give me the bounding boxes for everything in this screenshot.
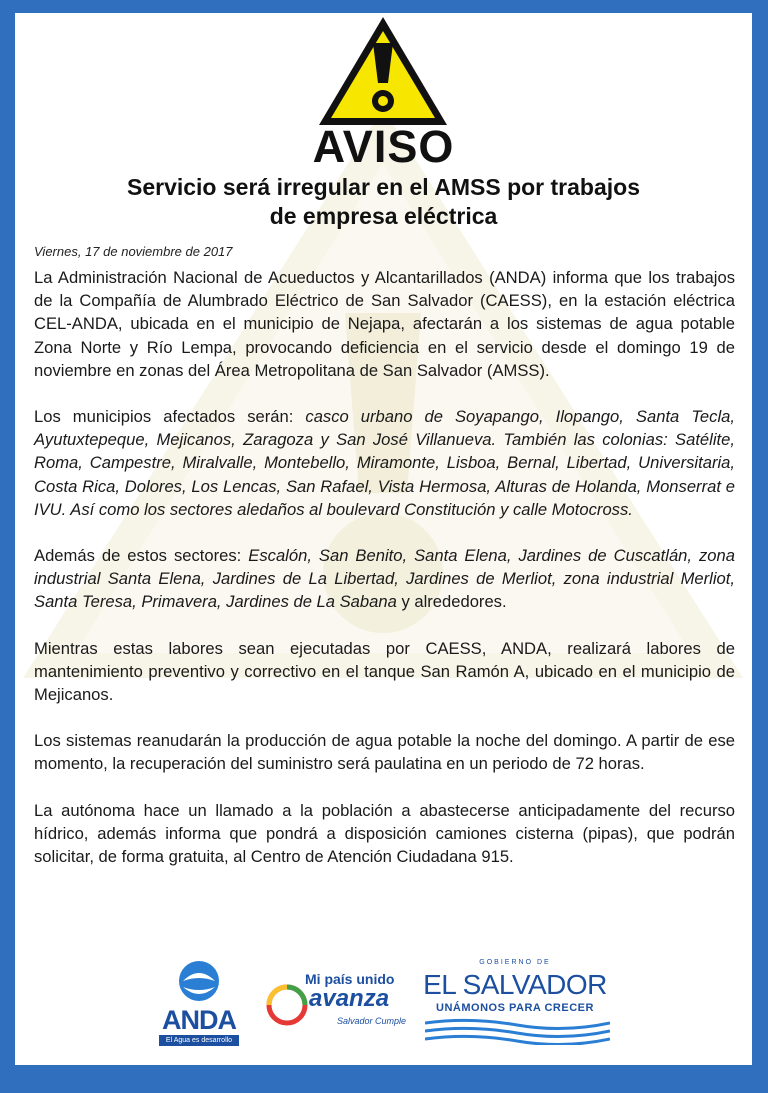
gob-line-3: UNÁMONOS PARA CRECER: [436, 1002, 594, 1014]
aviso-title: AVISO: [312, 121, 455, 172]
gob-line-2: EL SALVADOR: [423, 969, 607, 1000]
paragraph-6: La autónoma hace un llamado a la población a abastecerse anticipadamente del recurso hídrico, además informa que pondrá a disposición camiones cisterna (pipas), que podrán solicitar, de forma gratuita, al Centro de Atención Ciudadana 915.: [34, 800, 735, 867]
paragraph-3-list: Escalón, San Benito, Santa Elena, Jardines de Cuscatlán, zona industrial Santa Elena, Jardines de La Libertad, Jardines de Merliot, zona industrial Merliot, Santa Teresa, Primavera, Jardines de La Sabana: [34, 546, 735, 612]
pais-line-1: Mi país unido: [305, 971, 395, 987]
headline-line-2: de empresa eléctrica: [269, 203, 498, 229]
pais-unido-logo: [265, 971, 415, 1041]
paragraph-4: Mientras estas labores sean ejecutadas por CAESS, ANDA, realizará labores de mantenimiento preventivo y correctivo en el tanque San Ramón A, ubicado en el municipio de Mejicanos.: [34, 638, 735, 705]
anda-name: ANDA: [162, 1005, 236, 1035]
paragraph-2: [34, 405, 735, 521]
paragraph-3: [34, 544, 735, 614]
paragraph-1: La Administración Nacional de Acueductos y Alcantarillados (ANDA) informa que los trabajos de la Compañía de Alumbrado Eléctrico de San Salvador (CAESS), en la estación eléctrica CEL-ANDA, ubicada en el municipio de Nejapa, afectarán a los sistemas de agua potable Zona Norte y Río Lempa, provocando deficiencia en el servicio desde el domingo 19 de noviembre en zonas del Área Metropolitana de San Salvador (AMSS).: [34, 268, 735, 380]
gobierno-logo: [415, 957, 615, 1047]
anniversary-badge-icon: [265, 979, 309, 1029]
anda-drop-icon: [153, 957, 245, 1007]
anda-tagline: El Agua es desarrollo: [159, 1035, 239, 1046]
logo-footer: [15, 953, 752, 1053]
paragraph-3-intro: Además de estos sectores:: [34, 546, 249, 566]
anda-logo: [153, 957, 245, 1049]
warning-triangle-icon: [317, 15, 449, 127]
pais-line-2: avanza: [309, 985, 390, 1012]
waves-icon: [425, 1017, 610, 1045]
headline-line-1: Servicio será irregular en el AMSS por trabajos: [126, 174, 640, 200]
paragraph-3-end: y alrededores.: [396, 592, 507, 612]
pais-line-3: Salvador Cumple: [337, 1016, 407, 1026]
paragraph-5: Los sistemas reanudarán la producción de agua potable la noche del domingo. A partir de ese momento, la recuperación del suministro será paulatina en un periodo de 72 horas.: [34, 731, 735, 774]
notice-body: [34, 266, 735, 891]
gob-line-1: GOBIERNO DE: [479, 959, 551, 966]
paragraph-2-list: casco urbano de Soyapango, Ilopango, Santa Tecla, Ayutuxtepeque, Mejicanos, Zaragoza y San José Villanueva. También las colonias: Satélite, Roma, Campestre, Miralvalle, Montebello, Miramonte, Lisboa, Bernal, Libertad, Universitaria, Costa Rica, Dolores, Los Lencas, San Rafael, Vista Hermosa, Alturas de Holanda, Monserrat e IVU. Así como los sectores aledaños al boulevard Constitución y calle Motocross.: [34, 407, 735, 519]
headline: [15, 173, 752, 231]
publish-date: Viernes, 17 de noviembre de 2017: [34, 244, 233, 259]
notice-page: [15, 13, 752, 1065]
paragraph-2-intro: Los municipios afectados serán:: [34, 407, 306, 427]
